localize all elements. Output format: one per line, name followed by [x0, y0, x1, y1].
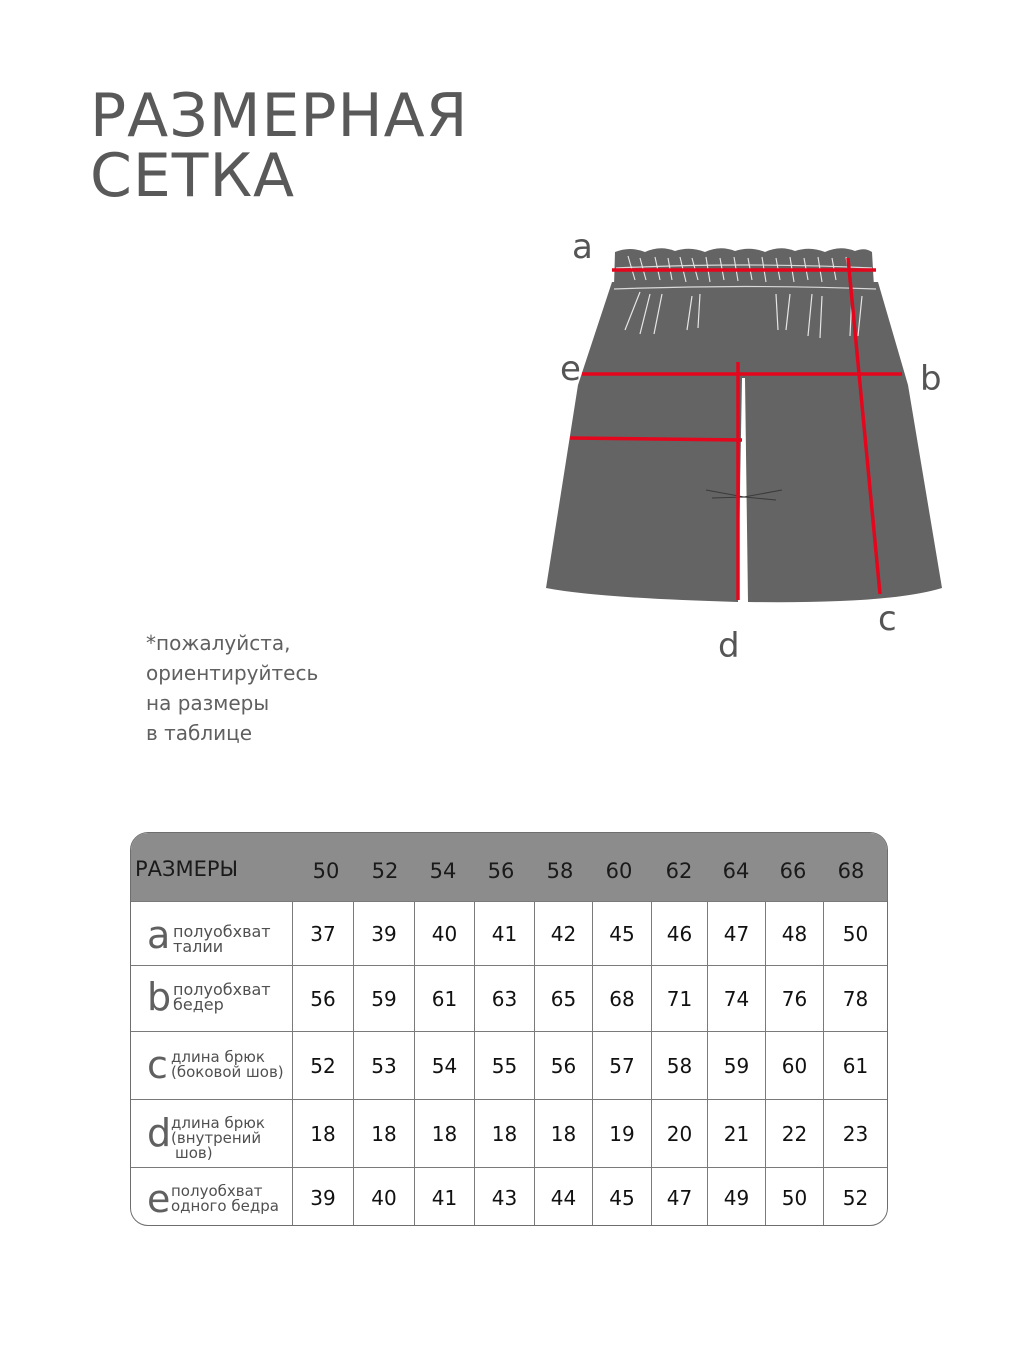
table-row-a [131, 901, 887, 965]
table-cell: 49 [708, 1168, 766, 1226]
table-cell: 76 [766, 966, 824, 1031]
table-cell: 50 [766, 1168, 824, 1226]
table-cell: 68 [593, 966, 652, 1031]
measure-line-e [570, 438, 742, 440]
table-cell: 40 [415, 902, 475, 965]
table-cell: 78 [842, 986, 869, 1011]
table-cell: 23 [842, 1121, 869, 1146]
size-note [146, 628, 318, 748]
table-cell: 43 [475, 1168, 535, 1226]
table-cell: 41 [475, 902, 535, 965]
table-cell: 44 [535, 1168, 593, 1226]
measure-label-d: d [718, 626, 740, 665]
table-cell: 22 [766, 1100, 824, 1167]
table-cell: 57 [593, 1032, 652, 1099]
row-header [131, 902, 293, 965]
table-cell: 48 [766, 902, 824, 965]
measure-label-a: a [572, 227, 593, 267]
table-cell: 55 [475, 1032, 535, 1099]
table-cell: 37 [293, 902, 354, 965]
row-header [131, 1032, 293, 1099]
row-description-line: полуобхват [173, 980, 271, 999]
size-header: 58 [546, 859, 574, 883]
table-cell: 52 [842, 1185, 869, 1210]
row-header [131, 1100, 293, 1167]
table-cell: 46 [652, 902, 708, 965]
table-cell: 65 [535, 966, 593, 1031]
table-cell: 54 [415, 1032, 475, 1099]
note-line: *пожалуйста, [146, 631, 291, 655]
note-line: в таблице [146, 721, 253, 745]
table-cell: 56 [293, 966, 354, 1031]
row-description [171, 1116, 265, 1161]
row-letter: d [147, 1111, 172, 1155]
table-cell: 40 [354, 1168, 415, 1226]
row-description-line: длина брюк [171, 1114, 265, 1132]
page-title-line-1: РАЗМЕРНАЯ [90, 81, 469, 151]
table-cell: 19 [593, 1100, 652, 1167]
size-header: 60 [605, 859, 633, 883]
table-cell: 39 [293, 1168, 354, 1226]
table-cell: 58 [652, 1032, 708, 1099]
table-cell: 63 [475, 966, 535, 1031]
shorts-diagram [540, 225, 960, 665]
row-letter: a [147, 913, 171, 957]
table-cell: 18 [354, 1100, 415, 1167]
shorts-diagram-svg [540, 225, 960, 665]
table-row-c [131, 1031, 887, 1099]
size-header: 68 [837, 859, 865, 883]
table-row-e [131, 1167, 887, 1226]
row-header [131, 966, 293, 1031]
table-cell: 41 [415, 1168, 475, 1226]
row-description-line: (боковой шов) [171, 1063, 284, 1081]
size-header: 54 [429, 859, 457, 883]
table-cell: 47 [708, 902, 766, 965]
table-cell: 59 [708, 1032, 766, 1099]
table-cell: 61 [415, 966, 475, 1031]
row-description-line: полуобхват [173, 922, 271, 941]
note-line: ориентируйтесь [146, 661, 319, 685]
table-cell: 18 [293, 1100, 354, 1167]
table-cell: 18 [535, 1100, 593, 1167]
size-header: 52 [371, 859, 399, 883]
row-description-line: полуобхват [171, 1182, 263, 1200]
row-letter: b [147, 975, 172, 1019]
row-description [171, 1050, 284, 1080]
size-header: 56 [487, 859, 515, 883]
page-title [90, 81, 469, 211]
table-cell: 20 [652, 1100, 708, 1167]
measure-label-b: b [920, 359, 942, 399]
table-cell: 52 [293, 1032, 354, 1099]
shorts-body [546, 282, 942, 602]
row-description-line: талии [173, 937, 224, 956]
table-cell: 50 [842, 921, 869, 946]
row-letter: e [147, 1177, 171, 1221]
table-cell: 59 [354, 966, 415, 1031]
sizes-header-label: РАЗМЕРЫ [135, 857, 239, 881]
table-cell: 42 [535, 902, 593, 965]
row-header [131, 1168, 293, 1226]
row-description-line: (внутрений [171, 1129, 262, 1147]
table-cell: 61 [842, 1053, 869, 1078]
row-description-line: шов) [175, 1144, 213, 1162]
size-table [130, 832, 888, 1226]
measure-label-e: e [560, 349, 581, 389]
table-cell: 39 [354, 902, 415, 965]
row-description-line: бедер [173, 995, 224, 1014]
size-header: 62 [665, 859, 693, 883]
row-description [173, 982, 271, 1012]
table-cell: 56 [535, 1032, 593, 1099]
table-cell: 45 [593, 1168, 652, 1226]
measure-label-c: c [878, 599, 897, 639]
table-cell: 74 [708, 966, 766, 1031]
size-header: 50 [312, 859, 340, 883]
size-table-header [131, 833, 887, 901]
size-header: 66 [779, 859, 807, 883]
note-line: на размеры [146, 691, 270, 715]
row-description [171, 1184, 279, 1214]
size-header: 64 [722, 859, 750, 883]
row-letter: c [147, 1043, 168, 1087]
row-description-line: одного бедра [171, 1197, 279, 1215]
table-cell: 53 [354, 1032, 415, 1099]
table-cell: 18 [475, 1100, 535, 1167]
page-title-line-2: СЕТКА [90, 141, 296, 211]
table-row-d [131, 1099, 887, 1167]
table-cell: 71 [652, 966, 708, 1031]
table-cell: 21 [708, 1100, 766, 1167]
table-cell: 18 [415, 1100, 475, 1167]
table-cell: 47 [652, 1168, 708, 1226]
table-row-b [131, 965, 887, 1031]
row-description-line: длина брюк [171, 1048, 265, 1066]
row-description [173, 924, 271, 954]
table-cell: 45 [593, 902, 652, 965]
table-cell: 60 [766, 1032, 824, 1099]
